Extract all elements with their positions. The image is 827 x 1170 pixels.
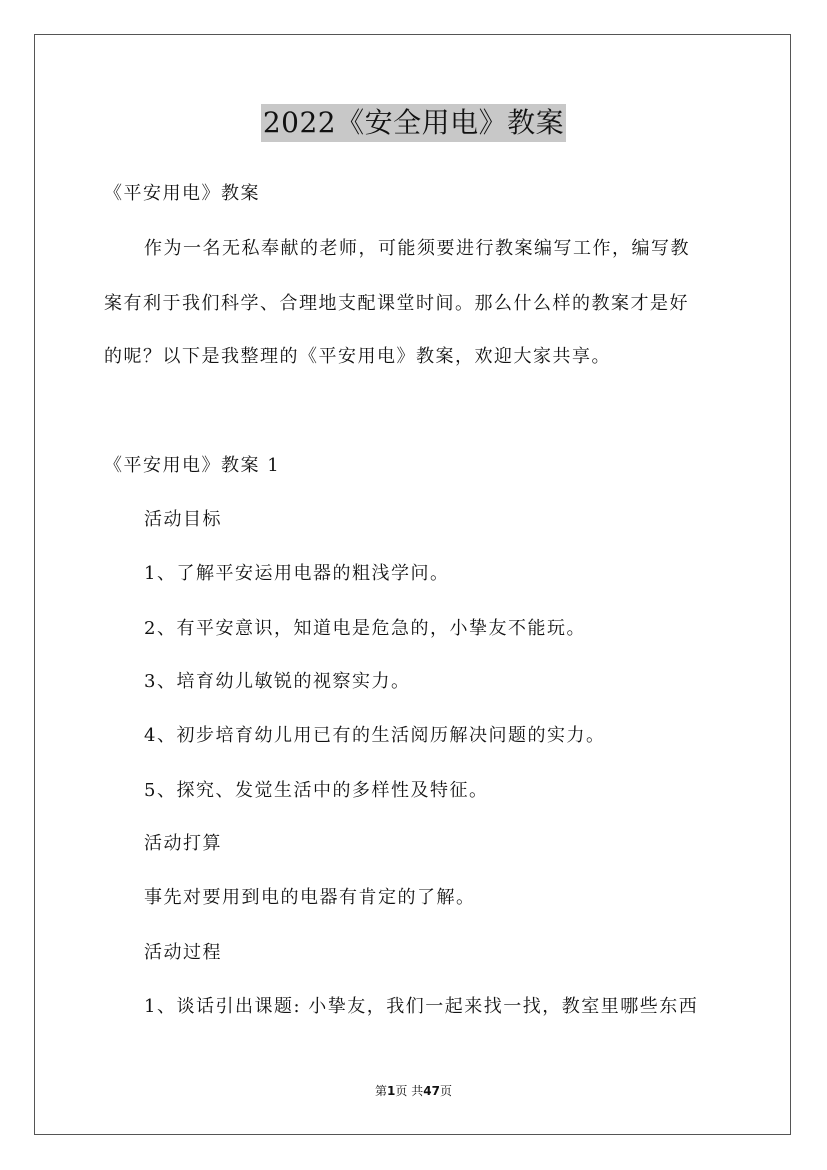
prep-heading: 活动打算 [144, 833, 222, 854]
prep-text: 事先对要用到电的电器有肯定的了解。 [144, 887, 476, 908]
footer-suffix: 页 [439, 1084, 452, 1098]
intro-line-2: 案有利于我们科学、合理地支配课堂时间。那么什么样的教案才是好 [104, 293, 689, 314]
intro-line-3: 的呢？以下是我整理的《平安用电》教案，欢迎大家共享。 [104, 346, 611, 367]
subtitle: 《平安用电》教案 [104, 183, 260, 204]
goal-item-5: 5、探究、发觉生活中的多样性及特征。 [144, 780, 489, 801]
goal-item-4: 4、初步培育幼儿用已有的生活阅历解决问题的实力。 [144, 725, 606, 746]
document-title: 2022《安全用电》教案 [261, 104, 566, 142]
footer-page-number: 1 [387, 1084, 396, 1098]
intro-line-1: 作为一名无私奉献的老师，可能须要进行教案编写工作，编写教 [144, 238, 690, 259]
page-footer [0, 1083, 827, 1099]
section-heading: 《平安用电》教案 1 [104, 455, 281, 476]
footer-page-total: 47 [423, 1084, 440, 1098]
process-heading: 活动过程 [144, 942, 222, 963]
goal-item-3: 3、培育幼儿敏锐的视察实力。 [144, 671, 411, 692]
footer-prefix: 第 [375, 1084, 388, 1098]
process-step-1: 1、谈话引出课题: 小挚友，我们一起来找一找，教室里哪些东西 [144, 996, 699, 1017]
title-container [0, 104, 827, 142]
goal-item-1: 1、了解平安运用电器的粗浅学问。 [144, 563, 450, 584]
footer-mid: 页 共 [395, 1084, 424, 1098]
goal-item-2: 2、有平安意识，知道电是危急的，小挚友不能玩。 [144, 618, 586, 639]
goals-heading: 活动目标 [144, 509, 222, 530]
